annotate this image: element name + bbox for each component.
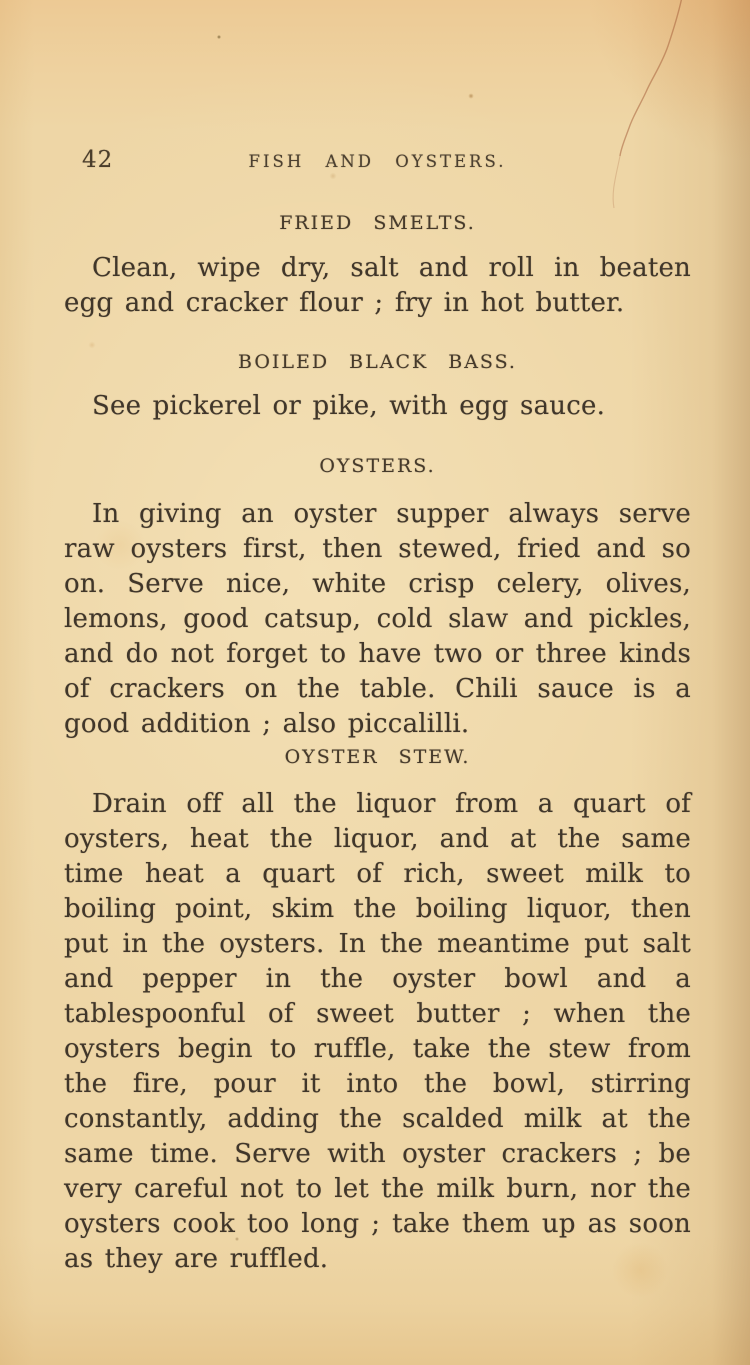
section-boiled-black-bass [64, 351, 691, 424]
recipe-body-oysters: In giving an oyster supper always serve raw oysters first, then stewed, fried and so on. Serve nice, white crisp celery, olives, lemons, good catsup, cold slaw and pickles, and do not forget to have two or three kinds of crackers on the table. Chili sauce is a good addition ; also piccalilli. [64, 499, 691, 739]
section-oyster-stew [64, 746, 691, 1277]
recipe-body-oyster-stew: Drain off all the liquor from a quart of oysters, heat the liquor, and at the same time heat a quart of rich, sweet milk to boiling point, skim the boiling liquor, then put in the oysters. In the meantime put salt and pepper in the oyster bowl and a tablespoonful of sweet butter ; when the oysters begin to ruffle, take the stew from the fire, pour it into the bowl, stirring constantly, adding the scalded milk at the same time. Serve with oyster crackers ; be very careful not to let the milk burn, nor the oysters cook too long ; take them up as soon as they are ruffled. [64, 789, 691, 1274]
recipe-heading-fried-smelts: FRIED SMELTS. [279, 212, 476, 234]
section-fried-smelts [64, 212, 691, 321]
recipe-body-fried-smelts: Clean, wipe dry, salt and roll in beaten egg and cracker flour ; fry in hot butter. [64, 253, 691, 318]
page-header [64, 146, 691, 178]
recipe-heading-oyster-stew: OYSTER STEW. [284, 746, 471, 768]
page-content [64, 146, 691, 1277]
running-header: FISH AND OYSTERS. [248, 152, 507, 171]
section-oysters [64, 455, 691, 742]
recipe-heading-oysters: OYSTERS. [319, 455, 436, 477]
page-number: 42 [82, 147, 114, 173]
recipe-heading-boiled-black-bass: BOILED BLACK BASS. [238, 351, 517, 373]
recipe-body-boiled-black-bass: See pickerel or pike, with egg sauce. [92, 391, 606, 421]
